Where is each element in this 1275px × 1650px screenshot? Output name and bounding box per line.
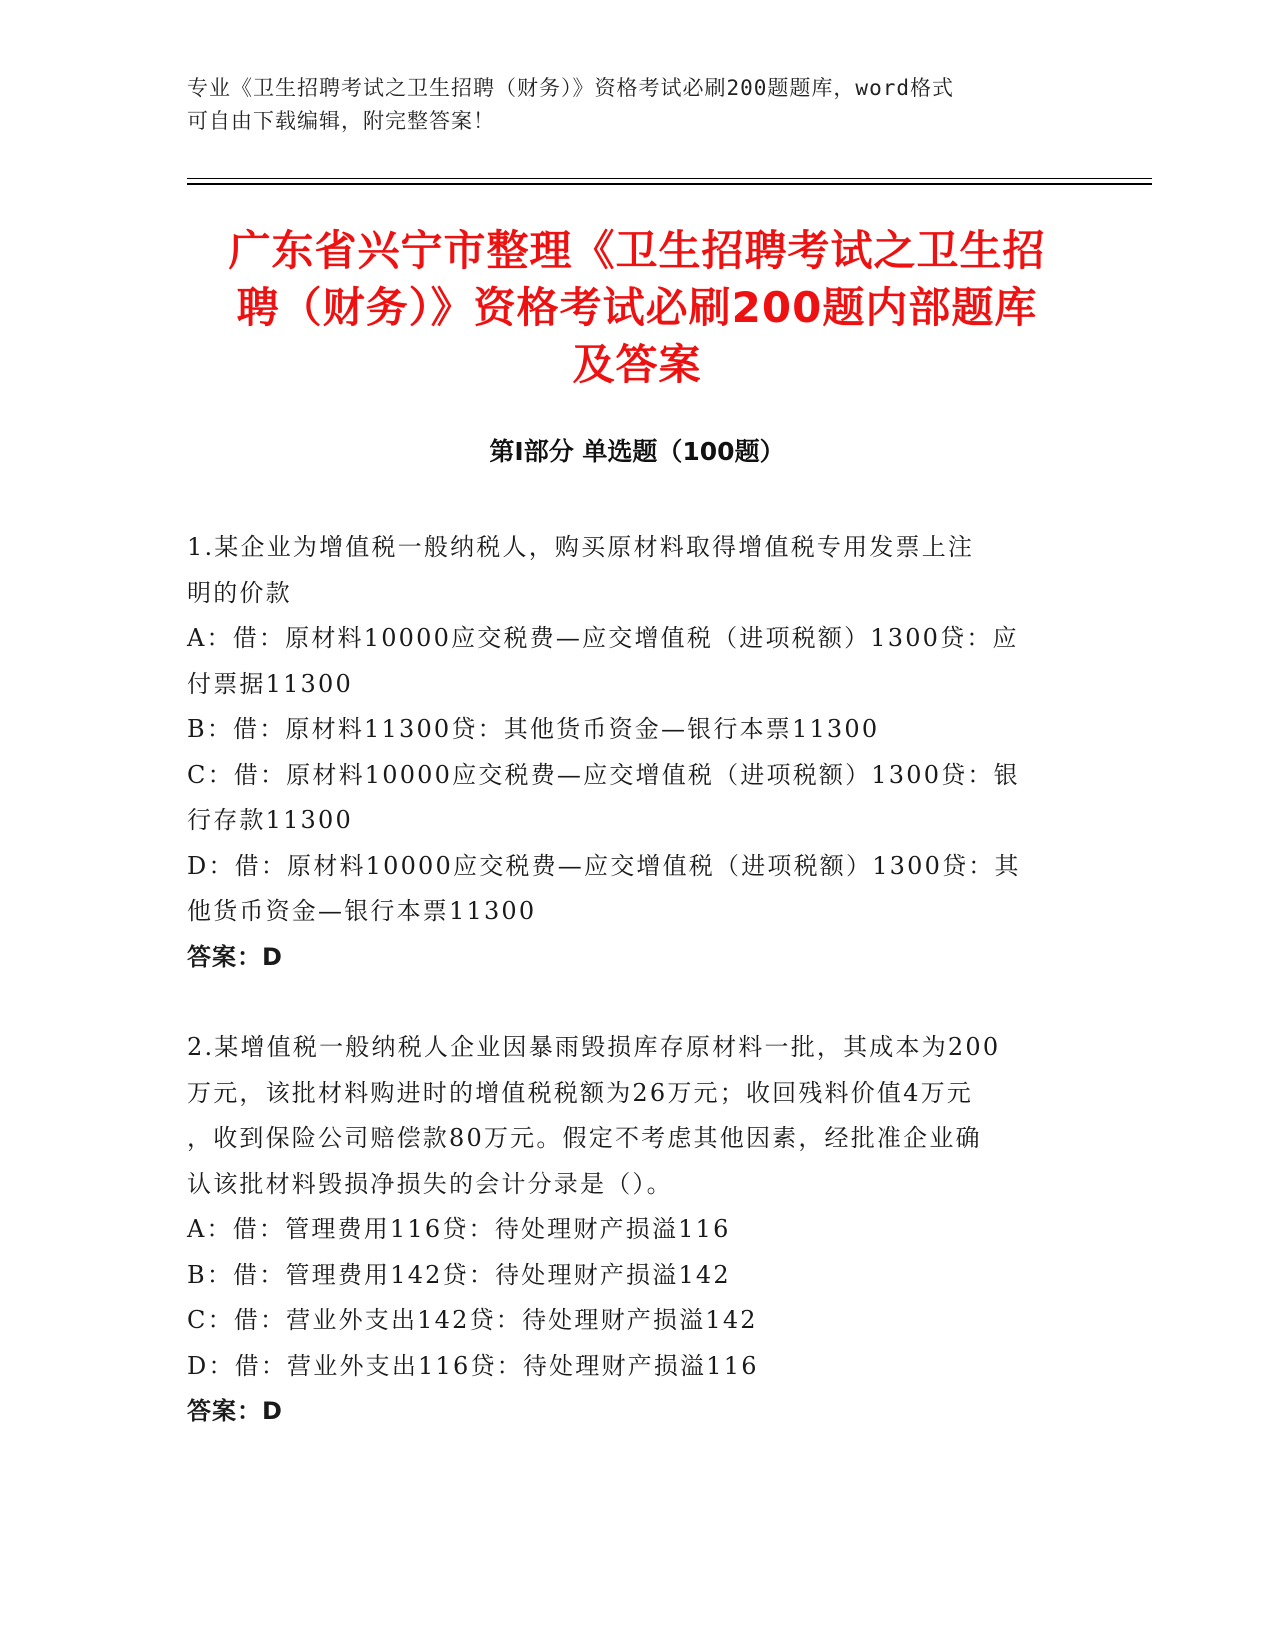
question-1: [187, 525, 1087, 980]
option-d: 他货币资金—银行本票11300: [187, 897, 537, 925]
question-stem: 认该批材料毁损净损失的会计分录是（）。: [187, 1169, 673, 1198]
answer: 答案：D: [187, 1397, 283, 1425]
option-a: 付票据11300: [187, 669, 353, 698]
header-divider-thin: [187, 178, 1152, 179]
document-title: [187, 222, 1087, 393]
document-title-line: 及答案: [572, 340, 702, 389]
option-b: B：借：管理费用142贷：待处理财产损溢142: [187, 1260, 731, 1289]
document-title-line: 广东省兴宁市整理《卫生招聘考试之卫生招: [228, 226, 1046, 275]
question-stem: 1.某企业为增值税一般纳税人，购买原材料取得增值税专用发票上注: [187, 533, 975, 561]
question-2: [187, 1025, 1087, 1435]
option-c: C：借：原材料10000应交税费—应交增值税（进项税额）1300贷：银: [187, 760, 1020, 789]
section-title: 第Ⅰ部分 单选题（100题）: [489, 437, 785, 466]
option-d: D：借：原材料10000应交税费—应交增值税（进项税额）1300贷：其: [187, 851, 1021, 880]
question-stem: 万元，该批材料购进时的增值税税额为26万元；收回残料价值4万元: [187, 1078, 974, 1107]
header-note: [187, 72, 1067, 138]
option-a: A：借：原材料10000应交税费—应交增值税（进项税额）1300贷：应: [187, 624, 1019, 652]
question-stem: 明的价款: [187, 578, 292, 607]
option-a: A：借：管理费用116贷：待处理财产损溢116: [187, 1215, 731, 1243]
header-note-line: 专业《卫生招聘考试之卫生招聘（财务）》资格考试必刷200题题库，word格式: [187, 76, 954, 100]
option-d: D：借：营业外支出116贷：待处理财产损溢116: [187, 1351, 759, 1380]
question-stem: ，收到保险公司赔偿款80万元。假定不考虑其他因素，经批准企业确: [187, 1124, 982, 1152]
option-b: B：借：原材料11300贷：其他货币资金—银行本票11300: [187, 715, 880, 743]
option-c: C：借：营业外支出142贷：待处理财产损溢142: [187, 1306, 758, 1334]
header-divider-thick: [187, 183, 1152, 185]
option-c: 行存款11300: [187, 806, 353, 834]
document-title-line: 聘（财务）》资格考试必刷200题内部题库: [236, 283, 1038, 332]
answer: 答案：D: [187, 942, 283, 971]
header-note-line: 可自由下载编辑，附完整答案！: [187, 109, 495, 133]
question-stem: 2.某增值税一般纳税人企业因暴雨毁损库存原材料一批，其成本为200: [187, 1033, 1001, 1061]
